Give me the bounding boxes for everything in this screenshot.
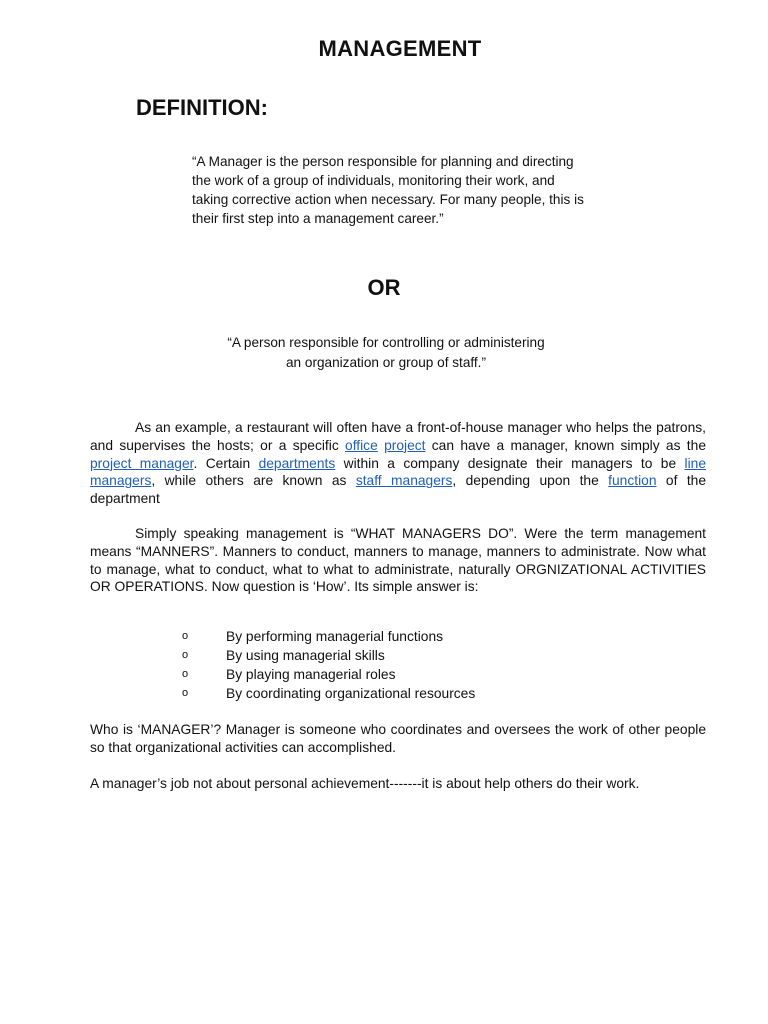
- example-paragraph: [90, 419, 706, 508]
- list-item: [90, 646, 706, 665]
- office-link[interactable]: office: [345, 437, 378, 453]
- manager-job-paragraph: A manager’s job not about personal achievement-------it is about help others do their work.: [90, 776, 640, 791]
- paragraph-text: can have a manager, known simply as the: [425, 437, 706, 453]
- list-item-text: By performing managerial functions: [226, 629, 444, 644]
- list-item-text: By coordinating organizational resources: [226, 686, 476, 701]
- paragraph-text: As an example, a restaurant will often have a front-of-house manager who helps the patrons, and supervises the hosts; or a specific: [90, 420, 706, 453]
- list-item: [90, 684, 706, 703]
- quote-line: “A person responsible for controlling or administering: [227, 335, 545, 350]
- bullet-icon: o: [182, 630, 189, 642]
- bullet-icon: o: [182, 649, 189, 661]
- management-paragraph: [90, 525, 706, 596]
- who-is-manager-paragraph: Who is ‘MANAGER’? Manager is someone who coordinates and oversees the work of other people so that organizational activities can accomplished.: [90, 722, 706, 755]
- function-link[interactable]: function: [608, 473, 657, 489]
- departments-link[interactable]: departments: [258, 455, 336, 471]
- page-title: MANAGEMENT: [318, 36, 482, 61]
- bullet-icon: o: [182, 687, 189, 699]
- or-heading: OR: [367, 275, 401, 300]
- list-item: [90, 665, 706, 684]
- alternate-definition-quote: [0, 333, 768, 373]
- paragraph-text: Simply speaking management is “WHAT MANAGERS DO”. Were the term management means “MANNERS”. Manners to conduct, manners to manage, manners to administrate. Now what to manage, what to conduct, what to what to administrate, naturally ORGNIZATIONAL ACTIVITIES OR OPERATIONS. Now question is ‘How’. Its simple answer is:: [90, 526, 706, 595]
- list-item-text: By playing managerial roles: [226, 667, 396, 682]
- paragraph-text: . Certain: [193, 455, 259, 471]
- quote-line: an organization or group of staff.”: [285, 355, 486, 370]
- paragraph-text: , depending upon the: [452, 473, 609, 489]
- list-item: [90, 627, 706, 646]
- answer-list: [90, 627, 706, 703]
- project-link[interactable]: project: [384, 437, 426, 453]
- bullet-icon: o: [182, 668, 189, 680]
- list-item-text: By using managerial skills: [226, 648, 385, 663]
- definition-quote: “A Manager is the person responsible for planning and directing the work of a group of individuals, monitoring their work, and taking corrective action when necessary. For many people, this is their first step into a management career.”: [192, 154, 584, 226]
- paragraph-text: of the department: [90, 473, 706, 507]
- line-managers-link[interactable]: line managers: [90, 455, 706, 489]
- project-manager-link[interactable]: project manager: [90, 455, 194, 471]
- paragraph-text: , while others are known as: [151, 473, 356, 489]
- staff-managers-link[interactable]: staff managers: [355, 473, 453, 489]
- paragraph-text: within a company designate their managers to be: [335, 455, 685, 471]
- definition-heading: DEFINITION:: [136, 95, 268, 120]
